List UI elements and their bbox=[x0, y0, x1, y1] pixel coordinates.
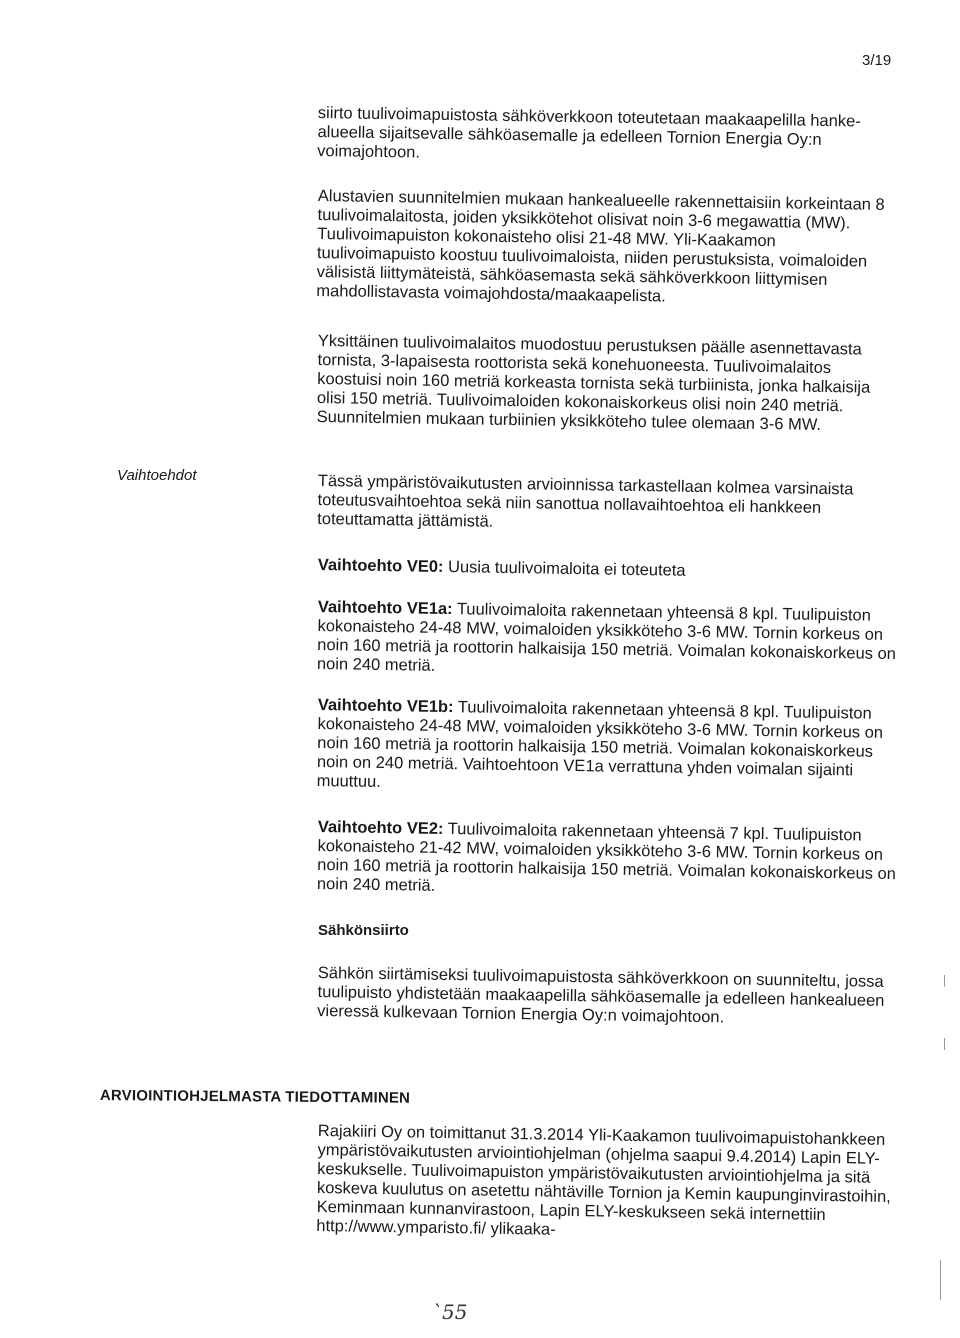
alternative-label: Vaihtoehto VE1a: bbox=[317, 598, 453, 619]
paragraph-text: Yksittäinen tuulivoimalaitos muodostuu perustuksen päälle asennettavasta tornista, 3-lapaisesta roottorista sekä konehuoneesta. Tuulivoimalaitos koostuisi noin 160 metriä korkeasta tornista sekä turbiinista, jonka halkaisija olisi 150 metriä. Tuulivoimaloiden kokonaiskorkeus olisi noin 240 metriä. Suunnitelmien mukaan turbiinien yksikköteho tulee olemaan 3-6 MW. bbox=[316, 332, 871, 434]
paragraph-text: Uusia tuulivoimaloita ei toteuteta bbox=[443, 557, 686, 580]
margin-tick bbox=[944, 1038, 945, 1050]
paragraph-text: Tuulivoimaloita rakennetaan yhteensä 7 kpl. Tuulipuiston kokonaisteho 21-42 MW, voimaloiden yksikköteho 3-6 MW. Tornin korkeus on noin 160 metriä ja roottorin halkaisija 150 metriä. Voimalan kokonaiskorkeus on noin 240 metriä. bbox=[316, 819, 897, 895]
paragraph-alternative-ve2 bbox=[317, 818, 898, 903]
paragraph-programme-notice bbox=[316, 1122, 898, 1245]
paragraph-alternative-ve1b bbox=[317, 696, 898, 800]
paragraph-text: Tuulivoimaloita rakennetaan yhteensä 8 kpl. Tuulipuiston kokonaisteho 24-48 MW, voimaloiden yksikköteho 3-6 MW. Tornin korkeus on noin 160 metriä ja roottorin halkaisija 150 metriä. Voimalan kokonaiskorkeus on noin 240 metriä. bbox=[316, 600, 897, 675]
handwritten-page-mark: `55 bbox=[432, 1300, 468, 1324]
paragraph-text: Sähkön siirtämiseksi tuulivoimapuistosta sähköverkkoon on suunniteltu, jossa tuulipuisto yhdistetään maakaapelilla sähköasemalle ja edelleen hankealueen vieressä kulkevaan Tornion Energia Oy:n voimajohtoon. bbox=[317, 964, 885, 1027]
paragraph-text: Tässä ympäristövaikutusten arvioinnissa tarkastellaan kolmea varsinaista toteutusvaihtoehtoa sekä niin sanottua nollavaihtoehtoa eli hankkeen toteuttamatta jättämistä. bbox=[317, 472, 854, 531]
paragraph-turbine-description bbox=[317, 332, 898, 436]
paragraph-text: siirto tuulivoimapuistosta sähköverkkoon toteutetaan maakaapelilla hanke-alueella sijaitsevalle sähköasemalle ja edelleen Tornion Energia Oy:n voimajohtoon. bbox=[317, 104, 861, 162]
paragraph-text: Tuulivoimaloita rakennetaan yhteensä 8 kpl. Tuulipuiston kokonaisteho 24-48 MW, voimaloiden yksikköteho 3-6 MW. Tornin korkeus on noin 160 metriä ja roottorin halkaisija 150 metriä. Voimalan kokonaiskorkeus noin on 240 metriä. Vaihtoehtoon VE1a verrattuna yhden voimalan sijainti muuttuu. bbox=[316, 698, 884, 791]
alternative-label: Vaihtoehto VE2: bbox=[317, 818, 444, 838]
alternative-label: Vaihtoehto VE0: bbox=[317, 556, 444, 576]
paragraph-text: Rajakiiri Oy on toimittanut 31.3.2014 Yli-Kaakamon tuulivoimapuistohankkeen ympäristövaikutusten arviointiohjelman (ohjelma saapui 9.4.2014) Lapin ELY-keskukselle. Tuulivoimapuiston ympäristövaikutusten arviointiohjelma ja sitä koskeva kuulutus on asetettu nähtäville Tornion ja Kemin kaupunginvirastoihin, Keminmaan kunnanvirastoon, Lapin ELY-keskukseen sekä internettiin http://www.ymparisto.fi/ ylikaaka- bbox=[316, 1122, 891, 1239]
paragraph-power-transmission bbox=[317, 964, 898, 1030]
paragraph-transmission-intro bbox=[317, 104, 898, 170]
subheading-power-transmission: Sähkönsiirto bbox=[318, 922, 409, 939]
paragraph-alternatives-intro bbox=[317, 472, 898, 538]
paragraph-text: Alustavien suunnitelmien mukaan hankealueelle rakennettaisiin korkeintaan 8 tuulivoimalaitosta, joiden yksikkötehot olisivat noin 3-6 megawattia (MW). Tuulivoimapuiston kokonaisteho olisi 21-48 MW. Yli-Kaakamon tuulivoimapuisto koostuu tuulivoimaloista, niiden perustuksista, voimaloiden välisistä liittymäteistä, sähköasemasta sekä sähköverkkoon liittymisen mahdollistavasta voimajohdosta/maakaapelista. bbox=[316, 187, 885, 306]
side-label-alternatives: Vaihtoehdot bbox=[117, 467, 197, 484]
margin-tick bbox=[940, 1260, 941, 1300]
paragraph-alternative-ve1a bbox=[317, 598, 898, 683]
alternative-label: Vaihtoehto VE1b: bbox=[317, 696, 454, 717]
margin-tick bbox=[944, 975, 945, 987]
page-number: 3/19 bbox=[862, 52, 892, 69]
paragraph-alternative-ve0 bbox=[318, 556, 898, 584]
section-heading-communication: ARVIOINTIOHJELMASTA TIEDOTTAMINEN bbox=[99, 1087, 411, 1107]
paragraph-project-overview bbox=[316, 187, 898, 310]
